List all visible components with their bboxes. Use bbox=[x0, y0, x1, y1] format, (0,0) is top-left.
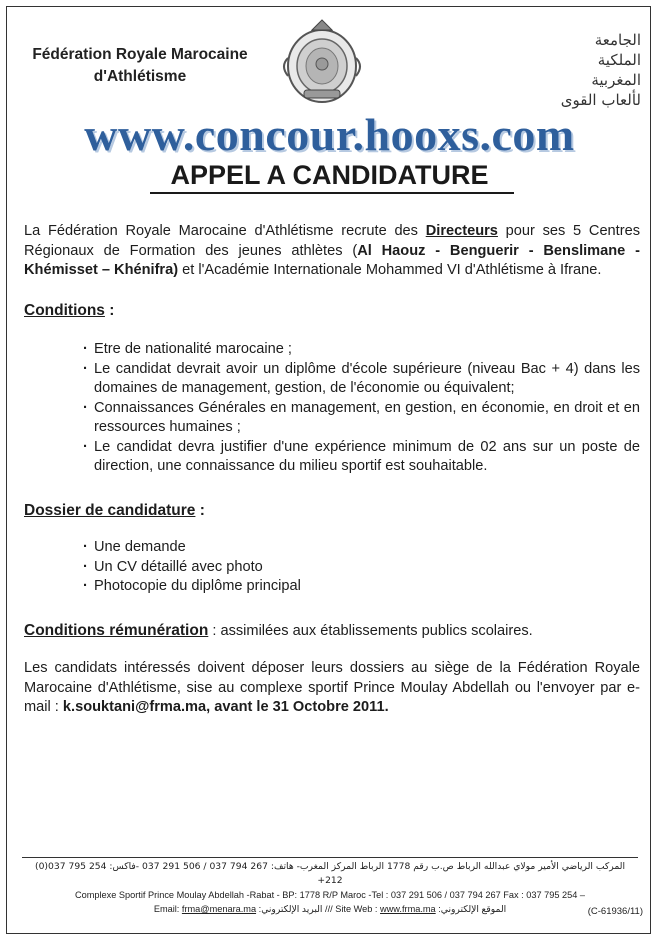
federation-emblem-icon bbox=[274, 18, 370, 110]
dossier-heading bbox=[24, 501, 640, 521]
footer-divider bbox=[22, 857, 638, 858]
closing-contact-deadline: k.souktani@frma.ma, avant le 31 Octobre 2011. bbox=[62, 699, 389, 715]
conditions-item-3: · Connaissances Générales en management, en gestion, en économie, en droit et en ressources humaines ; bbox=[80, 399, 640, 438]
dossier-list bbox=[24, 538, 640, 597]
conditions-item-1: · Etre de nationalité marocaine ; bbox=[80, 340, 640, 360]
remuneration-heading: Conditions rémunération bbox=[24, 621, 209, 639]
conditions-list bbox=[24, 340, 640, 477]
footer-site-link[interactable]: www.frma.ma bbox=[380, 904, 436, 914]
footer-email-label: Email: bbox=[153, 904, 182, 914]
intro-role: Directeurs bbox=[425, 223, 498, 239]
conditions-item-4: · Le candidat devra justifier d'une expérience minimum de 02 ans sur un poste de direction, une connaissance du milieu sportif est souhaitable. bbox=[80, 438, 640, 477]
intro-paragraph bbox=[24, 222, 640, 281]
watermark-url: www.concour.hooxs.com bbox=[84, 109, 575, 160]
footer-separator: /// bbox=[322, 904, 336, 914]
conditions-heading-colon: : bbox=[104, 301, 115, 319]
footer-site-label: Site Web : bbox=[335, 904, 381, 914]
closing-paragraph bbox=[24, 659, 640, 718]
reference-code: (C-61936/11) bbox=[587, 906, 643, 917]
title-underline bbox=[150, 192, 514, 194]
federation-name-ar bbox=[411, 30, 641, 110]
conditions-item-2: · Le candidat devrait avoir un diplôme d'école supérieure (niveau Bac + 4) dans les domaines de management, gestion, de l'économie ou équivalent; bbox=[80, 360, 640, 399]
page-title: APPEL A CANDIDATURE bbox=[170, 160, 489, 190]
dossier-heading-text: Dossier de candidature bbox=[24, 501, 196, 519]
remuneration-line bbox=[24, 621, 640, 642]
footer-site-label-ar: :الموقع الإلكتروني bbox=[435, 904, 507, 914]
federation-name-ar-line1: الجامعة bbox=[594, 31, 641, 49]
dossier-item-3: · Photocopie du diplôme principal bbox=[80, 577, 640, 597]
intro-text-1: La Fédération Royale Marocaine d'Athlétisme recrute des bbox=[24, 223, 426, 239]
federation-name-ar-line2: الملكية bbox=[597, 51, 641, 69]
remuneration-text: : assimilées aux établissements publics scolaires. bbox=[208, 622, 533, 639]
main-content bbox=[24, 222, 640, 718]
footer-address-ar: المركب الرياضي الأمير مولاي عبدالله الرباط ص.ب رقم 1778 الرباط المركز المغرب- هاتف: 267 794 037 / 506 291 037 -فاكس: 254 795 037(0) 212+ bbox=[34, 861, 626, 886]
footer-contact-line bbox=[22, 902, 638, 916]
footer-email-label-ar: :البريد الإلكتروني bbox=[256, 904, 323, 914]
federation-name-line1: Fédération Royale Marocaine bbox=[32, 46, 248, 63]
federation-name-ar-line3: المغربية bbox=[591, 71, 641, 89]
footer bbox=[22, 860, 638, 916]
federation-name-fr bbox=[20, 44, 260, 88]
conditions-heading-text: Conditions bbox=[24, 301, 105, 319]
dossier-heading-colon: : bbox=[195, 501, 205, 519]
intro-text-3: et l'Académie Internationale Mohammed VI d'Athlétisme à Ifrane. bbox=[178, 262, 602, 278]
closing-text: Les candidats intéressés doivent déposer leurs dossiers au siège de la Fédération Royale Marocaine d'Athlétisme, sise au complexe sportif Prince Moulay Abdellah ou l'envoyer par e-mail : bbox=[24, 660, 640, 715]
intro-text-2: pour ses 5 Centres Régionaux de Formation des jeunes athlètes ( bbox=[24, 223, 641, 259]
federation-name-ar-line4: لألعاب القوى bbox=[560, 91, 641, 109]
conditions-heading bbox=[24, 301, 640, 321]
footer-address-fr: Complexe Sportif Prince Moulay Abdellah -Rabat - BP: 1778 R/P Maroc -Tel : 037 291 506 / 037 794 267 Fax : 037 795 254 – bbox=[74, 890, 586, 900]
federation-name-line2: d'Athlétisme bbox=[93, 68, 187, 85]
dossier-item-2: · Un CV détaillé avec photo bbox=[80, 558, 640, 578]
footer-email-link[interactable]: frma@menara.ma bbox=[181, 904, 257, 914]
dossier-item-1: · Une demande bbox=[80, 538, 640, 558]
intro-centers: Al Haouz - Benguerir - Benslimane - Khémisset – Khénifra) bbox=[24, 242, 640, 278]
